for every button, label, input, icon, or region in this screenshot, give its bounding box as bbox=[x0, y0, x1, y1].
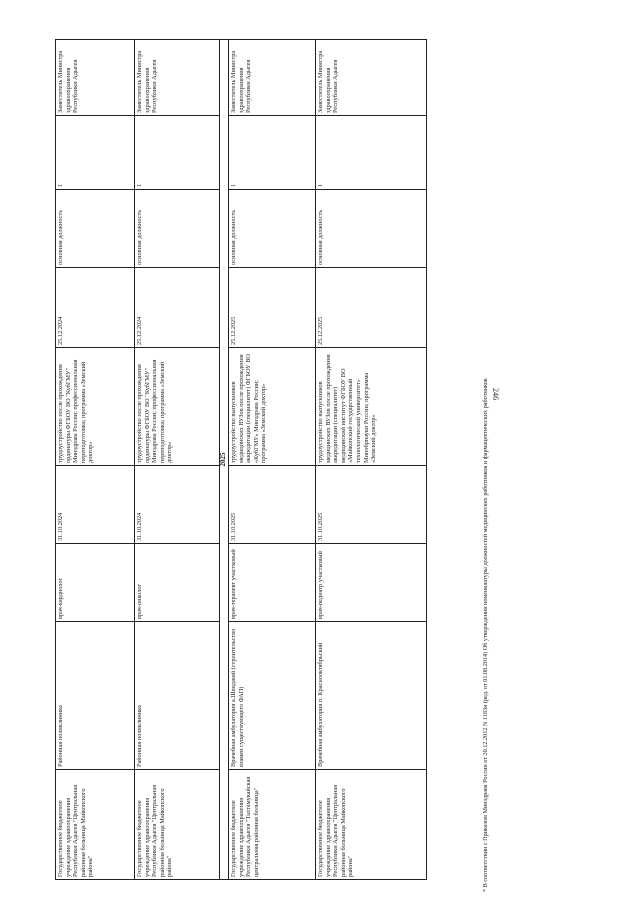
cell-position: врач-кардиолог bbox=[56, 544, 135, 622]
cell-responsible: Заместитель Министра здравоохранения Республики Адыгея bbox=[229, 40, 316, 116]
cell-unit: Районная поликлиника bbox=[56, 622, 135, 770]
cell-institution: Государственное бюджетное учреждение здравоохранения Республики Адыгея "Центральная районная больница Майкопского района" bbox=[56, 770, 135, 880]
table-row bbox=[316, 40, 427, 880]
cell-date-to: 25.12.2024 bbox=[135, 268, 220, 348]
cell-condition: трудоустройство выпускников медицинских ВУЗов после прохождения аккредитации (специалитет) ФГБОУ ВО «КубГМУ» Минздрава России; программа «Земский доктор» bbox=[229, 348, 316, 466]
cell-count: 1 bbox=[135, 116, 220, 190]
cell-condition: трудоустройство после прохождения ординатуры ФГБОУ ВО "КубГМУ" Минздрава России; профессиональная переподготовка; программа «Земский доктор» bbox=[135, 348, 220, 466]
rotated-table-wrapper bbox=[55, 40, 460, 880]
cell-count: 1 bbox=[316, 116, 427, 190]
cell-unit: Районная поликлиника bbox=[135, 622, 220, 770]
cell-unit: Врачебная амбулатория п. Краснооктябрьский bbox=[316, 622, 427, 770]
cell-date-to: 25.12.2025 bbox=[316, 268, 427, 348]
year-label: 2025 bbox=[220, 40, 229, 880]
table-row bbox=[135, 40, 220, 880]
staffing-table bbox=[55, 39, 427, 880]
cell-position-type: основная должность bbox=[56, 190, 135, 268]
cell-condition: трудоустройство после прохождения ординатуры ФГБОУ ВО "КубГМУ" Минздрава России; профессиональная переподготовка; программа «Земский доктор» bbox=[56, 348, 135, 466]
footnote: * В соответствии с Приказом Минздрава России от 20.12.2012 N 1183н (ред. от 01.08.2014) Об утверждении номенклатуры должностей медицинских работников и фармацевтических работников bbox=[482, 378, 489, 892]
table-row bbox=[229, 40, 316, 880]
table-row bbox=[56, 40, 135, 880]
cell-responsible: Заместитель Министра здравоохранения Республики Адыгея bbox=[56, 40, 135, 116]
cell-unit: Врачебная амбулатория а.Шенджий (строительство взамен существующего ФАП) bbox=[229, 622, 316, 770]
cell-position: врач-терапевт участковый bbox=[229, 544, 316, 622]
cell-responsible: Заместитель Министра здравоохранения Республики Адыгея bbox=[135, 40, 220, 116]
cell-count: 1 bbox=[56, 116, 135, 190]
cell-condition: трудоустройство выпускников медицинских ВУЗов после прохождения аккредитации (специалитет) медицинский институт ФГБОУ ВО «Майкопский государственный технологический университет» Минобрнауки России; программа «Земский доктор» bbox=[316, 348, 427, 466]
cell-date-from: 31.10.2024 bbox=[56, 466, 135, 544]
cell-date-to: 25.12.2024 bbox=[56, 268, 135, 348]
cell-position-type: основная должность bbox=[316, 190, 427, 268]
year-row bbox=[220, 40, 229, 880]
cell-position: врач-педиатр участковый bbox=[316, 544, 427, 622]
cell-institution: Государственное бюджетное учреждение здравоохранения Республики Адыгея "Центральная районная больница Майкопского района" bbox=[316, 770, 427, 880]
cell-institution: Государственное бюджетное учреждение здравоохранения Республики Адыгея "Центральная районная больница Майкопского района" bbox=[135, 770, 220, 880]
cell-date-to: 25.12.2025 bbox=[229, 268, 316, 348]
cell-institution: Государственное бюджетное учреждение здравоохранения Республики Адыгея "Тахтамукайская центральная районная больница" bbox=[229, 770, 316, 880]
page-number: 246 bbox=[491, 388, 500, 400]
cell-date-from: 31.10.2025 bbox=[316, 466, 427, 544]
cell-position-type: основная должность bbox=[229, 190, 316, 268]
cell-position: врач-онколог bbox=[135, 544, 220, 622]
cell-count: 1 bbox=[229, 116, 316, 190]
cell-date-from: 31.10.2025 bbox=[229, 466, 316, 544]
cell-date-from: 31.10.2024 bbox=[135, 466, 220, 544]
cell-position-type: основная должность bbox=[135, 190, 220, 268]
cell-responsible: Заместитель Министра здравоохранения Республики Адыгея bbox=[316, 40, 427, 116]
